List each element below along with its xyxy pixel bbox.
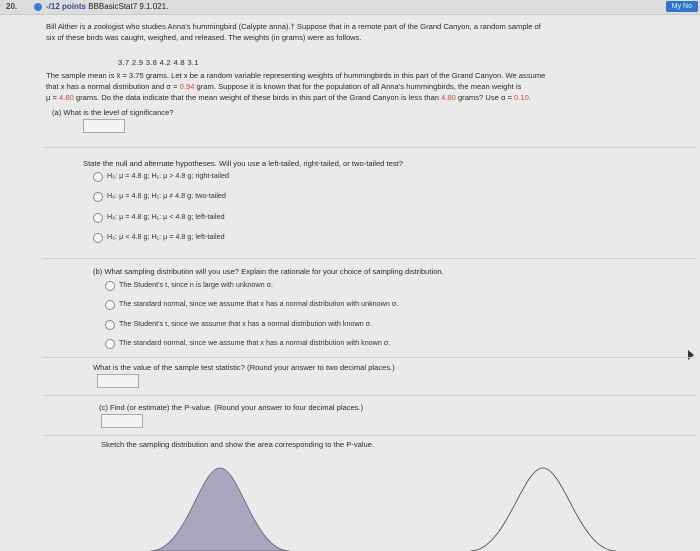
line3-text-c: grams? Use α = <box>455 93 515 102</box>
part-a-question: (a) What is the level of significance? <box>52 108 174 117</box>
problem-id: BBBasicStat7 9.1.021. <box>88 2 169 11</box>
hypotheses-prompt: State the null and alternate hypotheses. Will you use a left-tailed, right-tailed, or two-tailed test? <box>83 159 403 168</box>
distribution-option-3-label: The Student's t, since we assume that x has a normal distribution with known σ. <box>119 319 373 328</box>
points-label: -/12 points <box>46 2 87 11</box>
hypothesis-option-4-label: H₀: μ < 4.8 g; H₁: μ = 4.8 g; left-tailed <box>107 232 225 241</box>
distribution-curve-left[interactable] <box>150 468 290 551</box>
hypothesis-option-3-label: H₀: μ = 4.8 g; H₁: μ < 4.8 g; left-tailed <box>107 212 225 221</box>
my-notes-button[interactable]: My No <box>666 1 698 12</box>
mu-value-2: 4.80 <box>441 93 456 102</box>
sigma-value: 0.94 <box>179 82 195 91</box>
distribution-curve-right[interactable] <box>470 468 616 551</box>
line3-text-d: . <box>528 93 531 102</box>
mu-value: 4.80 <box>59 93 74 102</box>
distribution-option-4-label: The standard normal, since we assume that x has a normal distribution with known σ. <box>119 338 391 347</box>
line3-text-a: μ = <box>46 93 60 102</box>
intro-line-1: Bill Alther is a zoologist who studies Anna's hummingbird (Calypte anna).† Suppose that in a remote part of the Grand Canyon, a random sample of <box>46 22 541 31</box>
line2-text-b: gram. Suppose it is known that for the population of all Anna's hummingbirds, the mean weight is <box>194 82 522 91</box>
intro-line-2: six of these birds was caught, weighed, and released. The weights (in grams) were as follows. <box>46 33 362 42</box>
distribution-option-1-label: The Student's t, since n is large with unknown σ. <box>119 280 274 289</box>
hypothesis-option-2-label: H₀: μ = 4.8 g; H₁: μ ≠ 4.8 g; two-tailed <box>107 191 226 200</box>
hypothesis-option-1-label: H₀: μ = 4.8 g; H₁: μ > 4.8 g; right-tailed <box>107 171 229 180</box>
problem-paragraph-line-1: The sample mean is x̄ = 3.75 grams. Let x be a random variable representing weights of hummingbirds in this part of the Grand Canyon. We assume <box>46 71 546 80</box>
question-number: 20. <box>6 2 18 11</box>
part-b-question: (b) What sampling distribution will you use? Explain the rationale for your choice of sampling distribution. <box>93 267 444 276</box>
sample-data-values: 3.7 2.9 3.8 4.2 4.8 3.1 <box>118 58 199 67</box>
line3-text-b: grams. Do the data indicate that the mean weight of these birds in this part of the Grand Canyon is less than <box>73 93 442 102</box>
line2-text-a: that x has a normal distribution and σ = <box>46 82 180 91</box>
alpha-value: 0.10 <box>514 93 529 102</box>
part-c-question: (c) Find (or estimate) the P-value. (Round your answer to four decimal places.) <box>99 403 364 412</box>
distribution-option-2-label: The standard normal, since we assume that x has a normal distribution with unknown σ. <box>119 299 399 308</box>
sketch-prompt: Sketch the sampling distribution and show the area corresponding to the P-value. <box>101 440 375 449</box>
test-statistic-prompt: What is the value of the sample test statistic? (Round your answer to two decimal places.) <box>93 363 395 372</box>
